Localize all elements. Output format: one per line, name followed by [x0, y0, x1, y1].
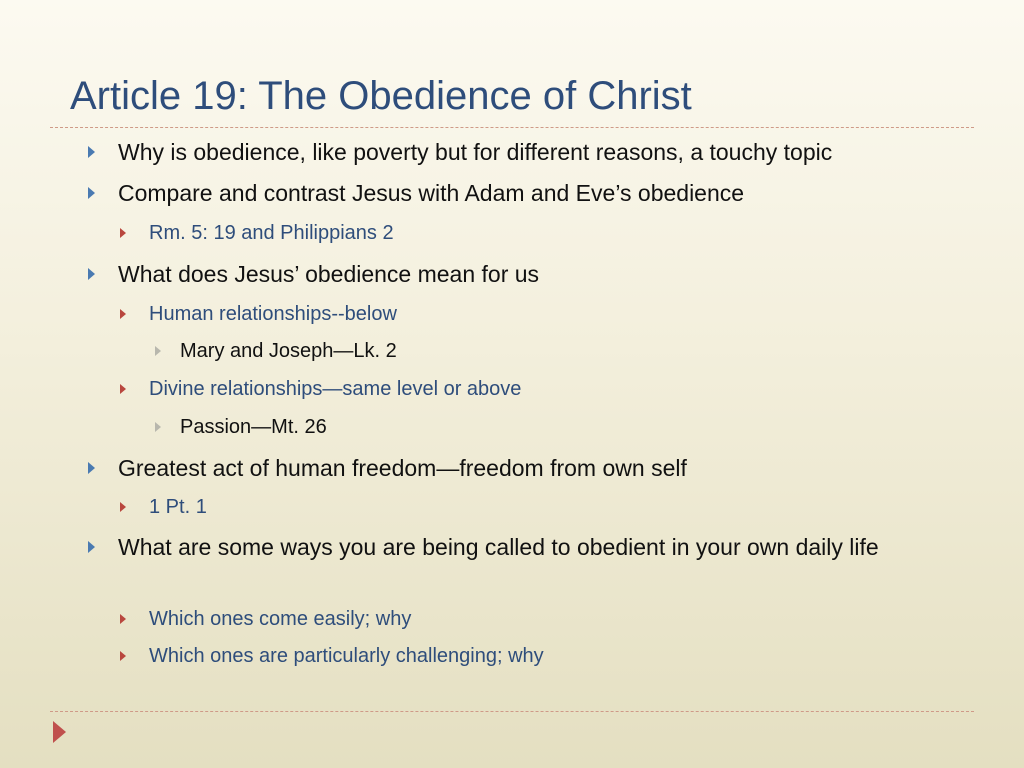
bullet-arrow-icon	[88, 187, 95, 199]
sub-bullet-arrow-icon	[120, 309, 126, 319]
sub-sub-bullet-item	[180, 410, 327, 444]
bullet-arrow-icon	[88, 462, 95, 474]
sub-bullet-item	[149, 639, 544, 673]
sub-bullet-text: 1 Pt. 1	[149, 496, 207, 518]
bullet-text: What are some ways you are being called to obedient in your own daily life	[118, 534, 879, 560]
sub-bullet-item	[149, 372, 521, 406]
bullet-text: Why is obedience, like poverty but for different reasons, a touchy topic	[118, 139, 833, 165]
bullet-text: Greatest act of human freedom—freedom from own self	[118, 455, 687, 481]
bullet-item	[118, 530, 908, 564]
sub-bullet-text: Divine relationships—same level or above	[149, 378, 522, 400]
footer-divider	[50, 711, 974, 712]
slide-title: Article 19: The Obedience of Christ	[70, 74, 692, 118]
sub-bullet-arrow-icon	[120, 651, 126, 661]
sub-bullet-text: Human relationships--below	[149, 303, 397, 325]
sub-sub-bullet-item	[180, 334, 397, 368]
sub-sub-bullet-arrow-icon	[155, 346, 161, 356]
sub-bullet-text: Rm. 5: 19 and Philippians 2	[149, 222, 394, 244]
sub-bullet-item	[149, 602, 411, 636]
sub-sub-bullet-text: Mary and Joseph—Lk. 2	[180, 340, 397, 362]
sub-bullet-item	[149, 216, 394, 250]
sub-bullet-arrow-icon	[120, 614, 126, 624]
bullet-item	[118, 257, 539, 291]
play-arrow-icon[interactable]	[53, 721, 66, 743]
sub-bullet-arrow-icon	[120, 502, 126, 512]
sub-bullet-arrow-icon	[120, 384, 126, 394]
bullet-item	[118, 135, 832, 169]
bullet-arrow-icon	[88, 146, 95, 158]
bullet-item	[118, 451, 687, 485]
bullet-arrow-icon	[88, 268, 95, 280]
sub-bullet-text: Which ones come easily; why	[149, 608, 412, 630]
sub-bullet-item	[149, 297, 397, 331]
sub-sub-bullet-text: Passion—Mt. 26	[180, 416, 327, 438]
bullet-text: Compare and contrast Jesus with Adam and Eve’s obedience	[118, 180, 745, 206]
sub-bullet-arrow-icon	[120, 228, 126, 238]
sub-sub-bullet-arrow-icon	[155, 422, 161, 432]
sub-bullet-item	[149, 490, 207, 524]
bullet-text: What does Jesus’ obedience mean for us	[118, 261, 540, 287]
sub-bullet-text: Which ones are particularly challenging; why	[149, 645, 544, 667]
bullet-arrow-icon	[88, 541, 95, 553]
bullet-item	[118, 176, 744, 210]
